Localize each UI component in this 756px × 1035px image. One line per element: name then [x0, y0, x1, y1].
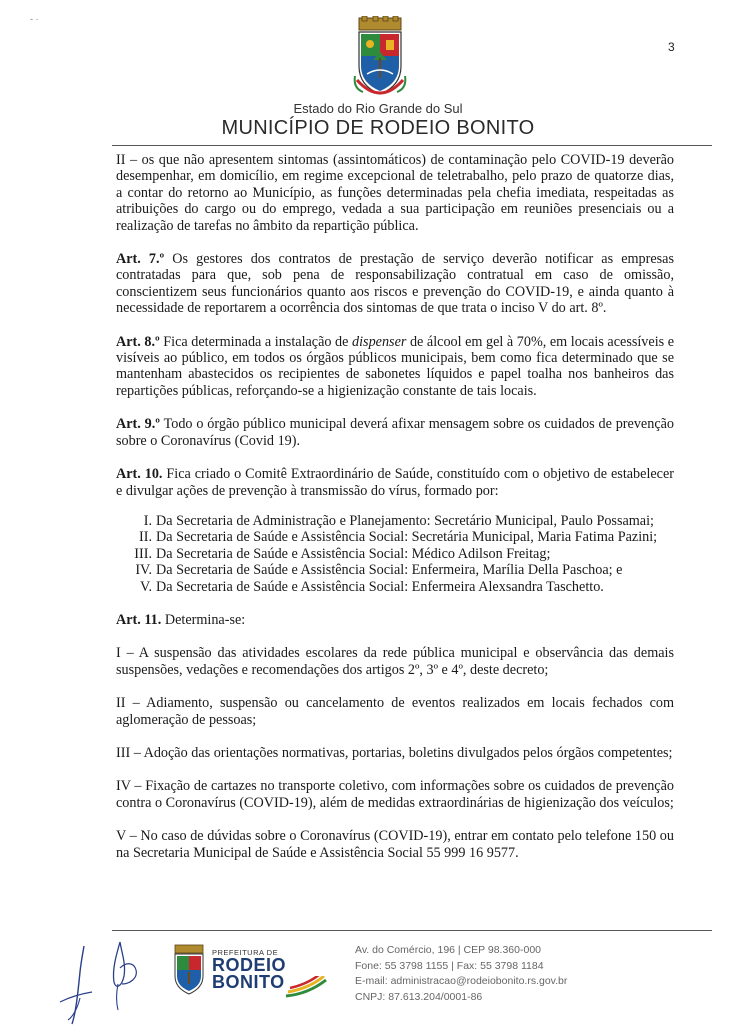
- footer-cnpj: CNPJ: 87.613.204/0001-86: [355, 990, 483, 1003]
- scan-mark: - ·: [30, 14, 39, 24]
- committee-member-list: [116, 513, 674, 595]
- article-9-text: Todo o órgão público municipal deverá afixar mensagem sobre os cuidados de prevenção sobre o Coronavírus (Covid 19).: [116, 416, 675, 449]
- article-11-text: Determina-se:: [161, 611, 246, 628]
- header-divider: [112, 145, 712, 146]
- footer-divider: [112, 930, 712, 931]
- article-10: [116, 466, 674, 499]
- list-item-number: IV.: [135, 562, 152, 579]
- article-9-label: Art. 9.º: [116, 416, 160, 433]
- footer-address: Av. do Comércio, 196 | CEP 98.360-000: [355, 944, 542, 956]
- list-item-text: Da Secretaria de Administração e Planejamento: Secretário Municipal, Paulo Possamai;: [156, 512, 654, 529]
- coat-of-arms-icon: [353, 16, 407, 102]
- article-9: [116, 416, 674, 449]
- article-11: [116, 612, 674, 628]
- list-item-number: V.: [140, 578, 152, 595]
- list-item: [116, 579, 674, 595]
- article-10-text: Fica criado o Comitê Extraordinário de Saúde, constituído com o objetivo de estabelecer e divulgar ações de prevenção à transmissão do vírus, formado por:: [116, 466, 675, 499]
- list-item-text: Da Secretaria de Saúde e Assistência Social: Secretária Municipal, Maria Fatima Pazini;: [156, 529, 658, 546]
- footer-coat-of-arms-icon: [172, 944, 206, 996]
- article-8: [116, 334, 674, 400]
- footer-logo-prefeitura: PREFEITURA DE: [212, 948, 279, 957]
- footer-swoosh-icon: [208, 972, 328, 998]
- list-item-number: III.: [134, 545, 152, 562]
- document-body: [116, 152, 674, 878]
- list-item-number: II.: [139, 529, 152, 546]
- footer-phone: Fone: 55 3798 1155 | Fax: 55 3798 1184: [355, 959, 544, 972]
- article-8-emphasis: dispenser: [352, 333, 407, 350]
- article-8-text-before: Fica determinada a instalação de: [159, 333, 353, 350]
- article-11-item-ii: II – Adiamento, suspensão ou cancelamento de eventos realizados em locais fechados com aglomeração de pessoas;: [116, 695, 674, 728]
- footer-logo: [168, 940, 328, 1002]
- article-11-label: Art. 11.: [116, 611, 162, 628]
- article-8-label: Art. 8.º: [116, 333, 160, 350]
- list-item: [116, 513, 674, 529]
- list-item: [116, 529, 674, 545]
- page-number: 3: [668, 40, 675, 54]
- list-item-text: Da Secretaria de Saúde e Assistência Social: Enfermeira, Marília Della Paschoa; e: [156, 562, 623, 579]
- footer-logo-word1: RODEIO: [212, 955, 287, 975]
- article-11-item-iii: III – Adoção das orientações normativas, portarias, boletins divulgados pelos órgãos competentes;: [116, 744, 673, 761]
- article-11-item-iv: IV – Fixação de cartazes no transporte coletivo, com informações sobre os cuidados de prevenção contra o Coronavírus (COVID-19), além de medidas extraordinárias de higienização dos veículos;: [116, 778, 674, 811]
- list-item-number: I.: [143, 512, 152, 529]
- municipality-title: MUNICÍPIO DE RODEIO BONITO: [221, 117, 535, 139]
- list-item-text: Da Secretaria de Saúde e Assistência Social: Enfermeira Alexsandra Taschetto.: [156, 578, 604, 595]
- footer-email: E-mail: administracao@rodeiobonito.rs.gov.br: [355, 975, 568, 988]
- article-11-item-i: I – A suspensão das atividades escolares da rede pública municipal e observância das demais suspensões, vedações e recomendações dos artigos 2º, 3º e 4º, deste decreto;: [116, 645, 674, 678]
- article-7: [116, 251, 674, 317]
- article-7-text: Os gestores dos contratos de prestação de serviço deverão notificar as empresas contratadas para que, sob pena de responsabilização contratual em caso de omissão, conscientizem seus funcionários quanto aos riscos e prevenção do COVID-19, e ainda quanto à necessidade de reportarem a ocorrência dos sintomas de que trata o inciso V do art. 8º.: [116, 251, 674, 317]
- list-item: [116, 562, 674, 578]
- footer-logo-word2: BONITO: [212, 972, 285, 992]
- state-name: Estado do Rio Grande do Sul: [293, 101, 463, 116]
- article-8-text-after: de álcool em gel à 70%, em locais acessíveis e visíveis ao público, em todos os órgãos públicos municipais, bem como fica determinado que se mantenham abastecidos os recipientes de sabonetes líquidos e papel toalha nos banheiros das repartições públicas, reforçando-se a higienização constante de tais locais.: [116, 333, 675, 399]
- list-item: [116, 546, 674, 562]
- paragraph-inciso-ii: II – os que não apresentem sintomas (assintomáticos) de contaminação pelo COVID-19 deverão desempenhar, em domicílio, em regime excepcional de teletrabalho, pelo prazo de quatorze dias, a contar do retorno ao Município, as funções determinadas pela chefia imediata, respeitadas as atribuições do cargo ou do emprego, vedada a sua participação em reuniões presenciais ou a realização de tarefas no âmbito da repartição pública.: [116, 152, 674, 234]
- signature-initials: [50, 932, 160, 1028]
- article-11-item-v: V – No caso de dúvidas sobre o Coronavírus (COVID-19), entrar em contato pelo telefone 150 ou na Secretaria Municipal de Saúde e Assistência Social 55 999 16 9577.: [116, 828, 674, 861]
- article-10-label: Art. 10.: [116, 466, 163, 483]
- list-item-text: Da Secretaria de Saúde e Assistência Social: Médico Adilson Freitag;: [156, 545, 551, 562]
- footer-contact: [355, 943, 567, 1005]
- article-7-label: Art. 7.º: [116, 251, 165, 268]
